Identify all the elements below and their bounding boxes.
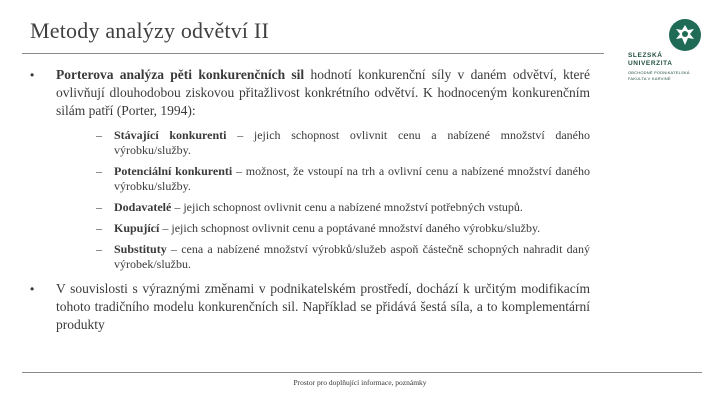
- bullet-dot-icon: •: [30, 282, 35, 296]
- university-emblem-icon: [668, 18, 702, 52]
- bullet-dot-icon: •: [30, 68, 35, 82]
- footer-note: Prostor pro doplňující informace, poznámky: [293, 378, 427, 387]
- force-term: Substituty: [114, 242, 167, 256]
- dash-icon: –: [96, 221, 102, 235]
- force-description: – cena a nabízené množství výrobků/služeb aspoň částečně schopných nahradit daný výrobek/službu.: [114, 242, 590, 271]
- bullet-porter: [30, 66, 590, 272]
- title-divider: [22, 53, 604, 54]
- list-item: [96, 164, 590, 194]
- bullet-modifications-text: V souvislosti s výraznými změnami v podnikatelském prostředí, dochází k určitým modifikacím tohoto tradičního modelu konkurenčních sil. Například se přidává šestá síla, a to komplementární produkty: [56, 281, 590, 332]
- university-logo: [624, 14, 708, 94]
- bullet-porter-term: Porterova analýza pěti konkurenčních sil: [56, 67, 305, 82]
- force-description: – jejich schopnost ovlivnit cenu a nabízené množství potřebných vstupů.: [171, 200, 523, 214]
- list-item: [96, 221, 590, 236]
- bullet-modifications: [30, 280, 590, 334]
- force-description: – jejich schopnost ovlivnit cenu a nabízené množství daného výrobku/služby.: [114, 128, 591, 157]
- force-term: Stávající konkurenti: [114, 128, 227, 142]
- list-item: [96, 200, 590, 215]
- dash-icon: –: [96, 200, 102, 214]
- list-item: [96, 242, 590, 272]
- page-title: Metody analýzy odvětví II: [30, 18, 269, 43]
- dash-icon: –: [96, 128, 102, 142]
- forces-list: [96, 128, 590, 272]
- bullet-porter-text: hodnotí konkurenční síly v daném odvětví, které ovlivňují dlouhodobou ziskovou přitažlivost konkrétního odvětví. K hodnoceným konkurenčním silám patří (Porter, 1994):: [56, 67, 590, 118]
- force-description: – možnost, že vstoupí na trh a ovlivní cenu a nabízené množství daného výrobku/služby.: [114, 164, 591, 193]
- dash-icon: –: [96, 164, 102, 178]
- force-term: Potenciální konkurenti: [114, 164, 233, 178]
- force-term: Kupující: [114, 221, 160, 235]
- logo-name: SLEZSKÁ UNIVERZITA: [628, 52, 673, 67]
- logo-subtitle: OBCHODNĚ PODNIKATELSKÁ FAKULTA V KARVINÉ: [628, 70, 690, 81]
- list-item: [96, 128, 590, 158]
- force-description: – jejich schopnost ovlivnit cenu a poptávané množství daného výrobku/služby.: [159, 221, 541, 235]
- footer-divider: [22, 372, 702, 373]
- slide-content: [30, 66, 590, 334]
- dash-icon: –: [96, 242, 102, 256]
- force-term: Dodavatelé: [114, 200, 172, 214]
